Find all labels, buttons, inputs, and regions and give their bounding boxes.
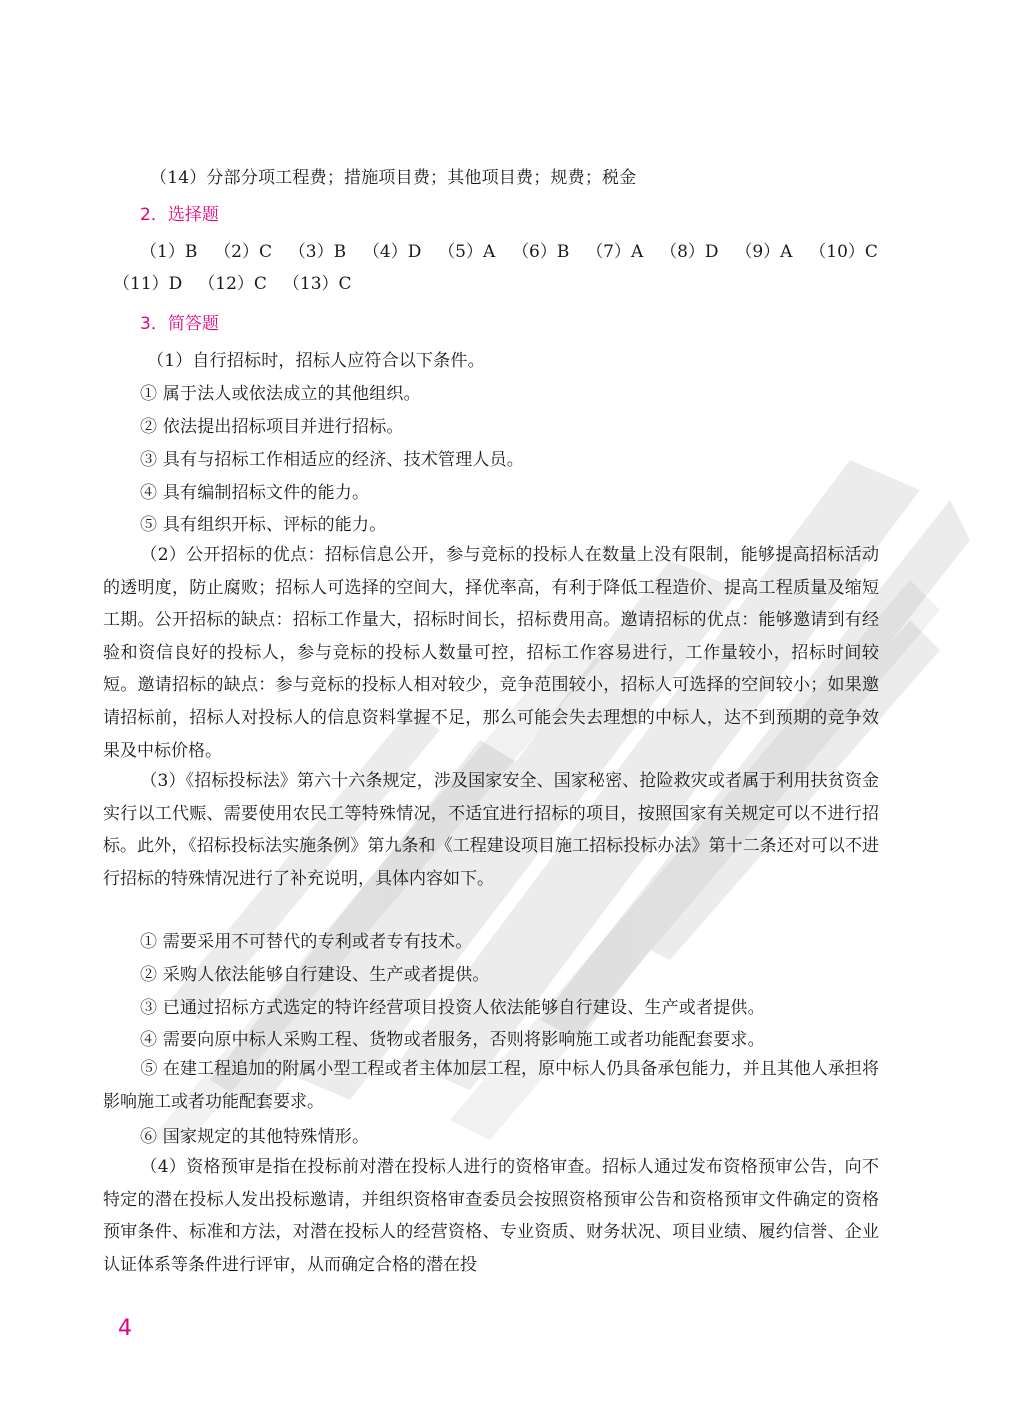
q1-item-3: ③ 具有与招标工作相适应的经济、技术管理人员。 bbox=[140, 450, 525, 470]
q1-item-5: ⑤ 具有组织开标、评标的能力。 bbox=[140, 515, 387, 535]
q3-item-5: ⑤ 在建工程追加的附属小型工程或者主体加层工程，原中标人仍具备承包能力，并且其他人承担将影响施工或者功能配套要求。 bbox=[103, 1059, 879, 1112]
section-heading-short-answer: 3．简答题 bbox=[140, 314, 219, 334]
q3-paragraph: （3）《招标投标法》第六十六条规定，涉及国家安全、国家秘密、抢险救灾或者属于利用扶贫资金实行以工代赈、需要使用农民工等特殊情况，不适宜进行招标的项目，按照国家有关规定可以不进行招标。此外，《招标投标法实施条例》第九条和《工程建设项目施工招标投标办法》第十二条还对可以不进行招标的特殊情况进行了补充说明，具体内容如下。 bbox=[103, 771, 879, 889]
q4-paragraph: （4）资格预审是指在投标前对潜在投标人进行的资格审查。招标人通过发布资格预审公告，向不特定的潜在投标人发出投标邀请，并组织资格审查委员会按照资格预审公告和资格预审文件确定的资格预审条件、标准和方法，对潜在投标人的经营资格、专业资质、财务状况、项目业绩、履约信誉、企业认证体系等条件进行评审，从而确定合格的潜在投 bbox=[103, 1157, 879, 1275]
choice-answer: （6）B bbox=[512, 242, 570, 262]
answer-line-14: （14）分部分项工程费；措施项目费；其他项目费；规费；税金 bbox=[150, 168, 637, 188]
q1-intro: （1）自行招标时，招标人应符合以下条件。 bbox=[147, 351, 485, 371]
choice-answers-row-2 bbox=[113, 273, 352, 295]
choice-answer: （11）D bbox=[113, 274, 183, 294]
q3-item-3: ③ 已通过招标方式选定的特许经营项目投资人依法能够自行建设、生产或者提供。 bbox=[140, 998, 765, 1018]
q3-item-6: ⑥ 国家规定的其他特殊情形。 bbox=[140, 1127, 370, 1147]
choice-answer: （1）B bbox=[140, 242, 198, 262]
q3-item-1: ① 需要采用不可替代的专利或者专有技术。 bbox=[140, 932, 473, 952]
choice-answer: （2）C bbox=[214, 242, 272, 262]
choice-answer: （12）C bbox=[198, 274, 267, 294]
choice-answer: （9）A bbox=[735, 242, 793, 262]
q2-paragraph: （2）公开招标的优点：招标信息公开，参与竞标的投标人在数量上没有限制，能够提高招标活动的透明度，防止腐败；招标人可选择的空间大，择优率高，有利于降低工程造价、提高工程质量及缩短工期。公开招标的缺点：招标工作量大，招标时间长，招标费用高。邀请招标的优点：能够邀请到有经验和资信良好的投标人，参与竞标的投标人数量可控，招标工作容易进行，工作量较小，招标时间较短。邀请招标的缺点：参与竞标的投标人相对较少，竞争范围较小，招标人可选择的空间较小；如果邀请招标前，招标人对投标人的信息资料掌握不足，那么可能会失去理想的中标人，达不到预期的竞争效果及中标价格。 bbox=[103, 545, 879, 761]
choice-answer: （3）B bbox=[288, 242, 347, 262]
q1-item-1: ① 属于法人或依法成立的其他组织。 bbox=[140, 384, 421, 404]
choice-answer: （13）C bbox=[282, 274, 352, 294]
choice-answer: （8）D bbox=[660, 242, 719, 262]
q3-item-4: ④ 需要向原中标人采购工程、货物或者服务，否则将影响施工或者功能配套要求。 bbox=[140, 1030, 765, 1050]
q1-item-4: ④ 具有编制招标文件的能力。 bbox=[140, 483, 370, 503]
q3-item-2: ② 采购人依法能够自行建设、生产或者提供。 bbox=[140, 965, 490, 985]
choice-answers-row-1 bbox=[140, 241, 878, 263]
choice-answer: （7）A bbox=[586, 242, 644, 262]
q1-item-2: ② 依法提出招标项目并进行招标。 bbox=[140, 417, 404, 437]
choice-answer: （5）A bbox=[438, 242, 496, 262]
section-heading-choice: 2．选择题 bbox=[140, 205, 219, 225]
choice-answer: （4）D bbox=[362, 242, 422, 262]
page-number: 4 bbox=[118, 1316, 132, 1341]
choice-answer: （10）C bbox=[809, 242, 878, 262]
